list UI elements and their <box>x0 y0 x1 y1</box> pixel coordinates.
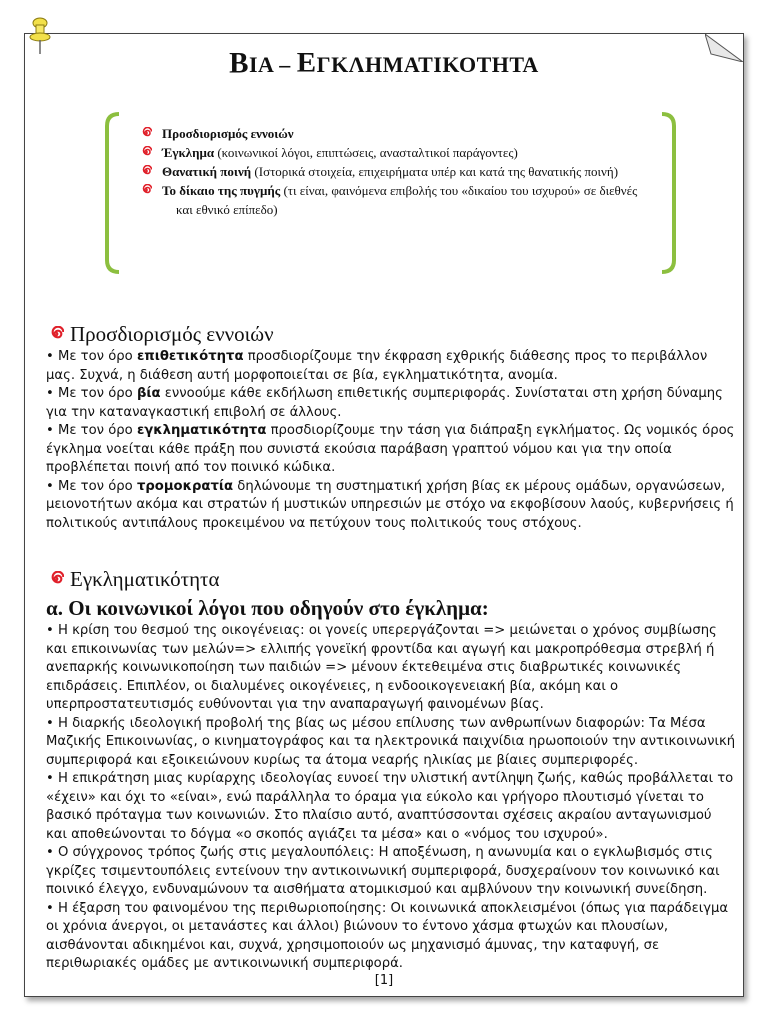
causes-text <box>46 622 736 974</box>
spiral-bullet-icon <box>140 127 152 139</box>
summary-item: Το δίκαιο της πυγμής (τι είναι, φαινόμενα επιβολής του «δικαίου του ισχυρού» σε διεθνές και εθνικό επίπεδο) <box>140 181 660 219</box>
definitions-text <box>46 348 736 533</box>
spiral-bullet-icon <box>48 571 64 587</box>
section-heading: Εγκληματικότητα <box>70 567 220 592</box>
summary-item: Θανατική ποινή (Ιστορικά στοιχεία, επιχειρήματα υπέρ και κατά της θανατικής ποινή) <box>140 162 660 181</box>
subsection-heading: α. Οι κοινωνικοί λόγοι που οδηγούν στο έγκλημα: <box>46 596 489 620</box>
paragraph: • Με τον όρο βία εννοούμε κάθε εκδήλωση επιθετικής συμπεριφοράς. Συνίσταται στη χρήση δύναμης για την καταναγκαστική επιβολή σε άλλους. <box>46 386 723 420</box>
paragraph: • Με τον όρο επιθετικότητα προσδιορίζουμε την έκφραση εχθρικής διάθεσης προς το περιβάλλον μας. Συχνά, η διάθεση αυτή μορφοποιείται σε βία, εγκληματικότητα, ανομία. <box>46 349 708 383</box>
summary-box <box>140 124 660 219</box>
spiral-bullet-icon <box>140 184 152 196</box>
section-heading: Προσδιορισμός εννοιών <box>70 322 274 347</box>
curly-brace-icon <box>660 112 680 274</box>
paragraph: • Η επικράτηση μιας κυρίαρχης ιδεολογίας ευνοεί την υλιστική αντίληψη ζωής, καθώς προβάλλεται το «έχειν» και όχι το «είναι», ενώ παράλληλα το όραμα για εύκολο και γρήγορο πλουτισμό γίνεται το βασικό πρόταγμα των κοινωνιών. Στο πλαίσιο αυτό, αναπτύσσονται σχέσεις ακραίου ανταγωνισμού και αποθεώνονται το δόγμα «ο σκοπός αγιάζει τα μέσα» και ο «νόμος του ισχυρού». <box>46 771 734 842</box>
paragraph: • Με τον όρο εγκληματικότητα προσδιορίζουμε την τάση για διάπραξη εγκλήματος. Ως νομικός όρος έγκλημα νοείται κάθε πράξη που συνιστά εκούσια παράβαση γραπτού νόμου και για την οποία προβλέπεται ποινή από τον ποινικό κώδικα. <box>46 423 735 475</box>
curly-brace-icon <box>101 112 121 274</box>
spiral-bullet-icon <box>48 326 64 342</box>
summary-item: Έγκλημα (κοινωνικοί λόγοι, επιπτώσεις, ανασταλτικοί παράγοντες) <box>140 143 660 162</box>
paragraph: • Ο σύγχρονος τρόπος ζωής στις μεγαλουπόλεις: Η αποξένωση, η ανωνυμία και ο εγκλωβισμός στις γκρίζες τσιμεντουπόλεις εντείνουν την αντικοινωνική συμπεριφορά, δυσχεραίνουν τον κοινωνικό και ποινικό έλεγχο, ενδυναμώνουν τα αισθήματα ατομικισμού και αμβλύνουν την κοινωνική συνείδηση. <box>46 845 720 897</box>
summary-item: Προσδιορισμός εννοιών <box>140 124 660 143</box>
paragraph: • Η διαρκής ιδεολογική προβολή της βίας ως μέσου επίλυσης των ανθρωπίνων διαφορών: Τα Μέσα Μαζικής Επικοινωνίας, ο κινηματογράφος και τα ηλεκτρονικά παιχνίδια ηρωοποιούν την αντικοινωνική συμπεριφορά και εξοικειώνουν κυρίως τα άτομα νεαρής ηλικίας με βίαιες συμπεριφορές. <box>46 715 736 768</box>
page-number: [1] <box>374 973 394 988</box>
paragraph: • Η έξαρση του φαινομένου της περιθωριοποίησης: Οι κοινωνικά αποκλεισμένοι (όπως για παράδειγμα οι χρόνια άνεργοι, οι μετανάστες και άλλοι) βιώνουν το έντονο χάσμα φτωχών και πλουσίων, αισθάνονται αδικημένοι και, συχνά, χρησιμοποιούν ως μηχανισμό άμυνας, την καταφυγή, σε περιθωριακές ομάδες με αντικοινωνική συμπεριφορά. <box>46 900 729 971</box>
page-title: ΒΙΑ – ΕΓΚΛΗΜΑΤΙΚΟΤΗΤΑ <box>229 47 539 79</box>
spiral-bullet-icon <box>140 146 152 158</box>
paragraph: • Η κρίση του θεσμού της οικογένειας: οι γονείς υπερεργάζονται => μειώνεται ο χρόνος συμβίωσης και επικοινωνίας των μελών=> ελλιπής γονεϊκή φροντίδα και αγωγή και μακροπρόθεσμα στρεβλή ή ανεπαρκής κοινωνικοποίηση των παιδιών => μένουν έκτεθειμένα στις διαβρωτικές κοινωνικές επιδράσεις. Επιπλέον, οι διαλυμένες οικογένειες, η ενδοοικογενειακή βία, ακόμη και ο υπερπροστατευτισμός ευθύνονται για την αναπαραγωγή φαινομένων βίας. <box>46 623 717 712</box>
paragraph: • Με τον όρο τρομοκρατία δηλώνουμε τη συστηματική χρήση βίας εκ μέρους ομάδων, οργανώσεων, μειονοτήτων ακόμα και στρατών ή μυστικών υπηρεσιών με στόχο να εκφοβίσουν λαούς, κυβερνήσεις ή πολιτικούς αντιπάλους προκειμένου να πετύχουν τους πολιτικούς τους στόχους. <box>46 478 734 531</box>
spiral-bullet-icon <box>140 165 152 177</box>
